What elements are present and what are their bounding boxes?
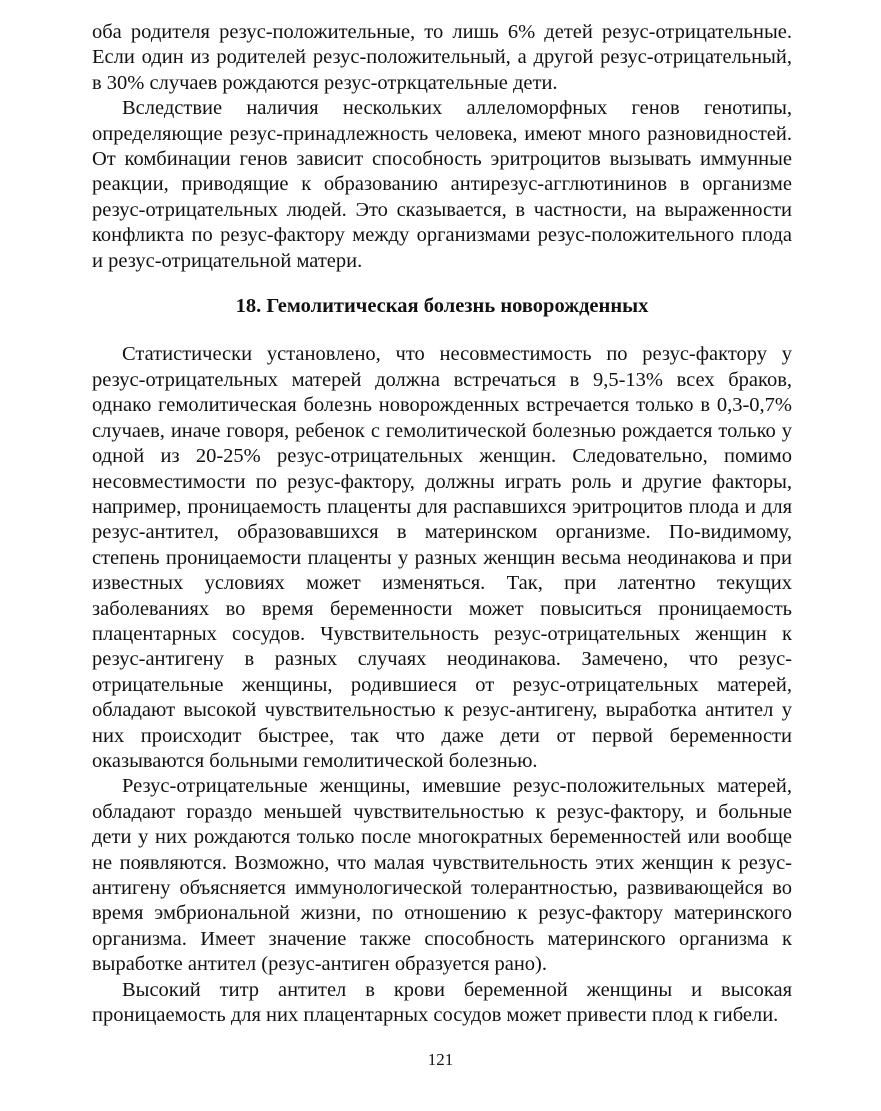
paragraph-continuation: оба родителя резус-положительные, то лишь 6% детей резус-отрицательные. Если один из родителей резус-положительный, а другой резус-отрицательный, в 30% случаев рождаются резус-отркцательные дети. [92,21,792,94]
paragraph-rh-negative-women: Резус-отрицательные женщины, имевшие резус-положительных матерей, обладают гораздо меньшей чувствительностью к резус-фактору, и больные дети у них рождаются только после многократных беременностей или вообще не появляются. Возможно, что малая чувствительность этих женщин к резус-антигену объясняется иммунологической толерантностью, развивающейся во время эмбриональной жизни, по отношению к резус-фактору материнского организма. Имеет значение также способность материнского организма к выработке антител (резус-антиген образуется рано). [92,775,792,976]
paragraph-genotypes: Вследствие наличия нескольких аллеломорфных генов генотипы, определяющие резус-принадлежность человека, имеют много разновидностей. От комбинации генов зависит способность эритроцитов вызывать иммунные реакции, приводящие к образованию антирезус-агглютининов в организме резус-отрицательных людей. Это сказывается, в частности, на выраженности конфликта по резус-фактору между организмами резус-положительного плода и резус-отрицательной матери. [92,97,792,272]
page-number: 121 [427,1050,454,1069]
document-page [92,20,792,1028]
section-heading: 18. Гемолитическая болезнь новорожденных [235,295,649,318]
paragraph-statistics: Статистически установлено, что несовместимость по резус-фактору у резус-отрицательных матерей должна встречаться в 9,5-13% всех браков, однако гемолитическая болезнь новорожденных встречается только в 0,3-0,7% случаев, иначе говоря, ребенок с гемолитической болезнью рождается только у одной из 20-25% резус-отрицательных женщин. Следовательно, помимо несовместимости по резус-фактору, должны играть роль и другие факторы, например, проницаемость плаценты для распавшихся эритроцитов плода и для резус-антител, образовавшихся в материнском организме. По-видимому, степень проницаемости плаценты у разных женщин весьма неодинакова и при известных условиях может изменяться. Так, при латентно текущих заболеваниях во время беременности может повыситься проницаемость плацентарных сосудов. Чувствительность резус-отрицательных женщин к резус-антигену в разных случаях неодинакова. Замечено, что резус-отрицательные женщины, родившиеся от резус-отрицательных матерей, обладают высокой чувствительностью к резус-антигену, выработка антител у них происходит быстрее, так что даже дети от первой беременности оказываются больными гемолитической болезнью. [92,343,792,772]
paragraph-antibody-titer: Высокий титр антител в крови беременной женщины и высокая проницаемость для них плацентарных сосудов может привести плод к гибели. [92,978,792,1027]
